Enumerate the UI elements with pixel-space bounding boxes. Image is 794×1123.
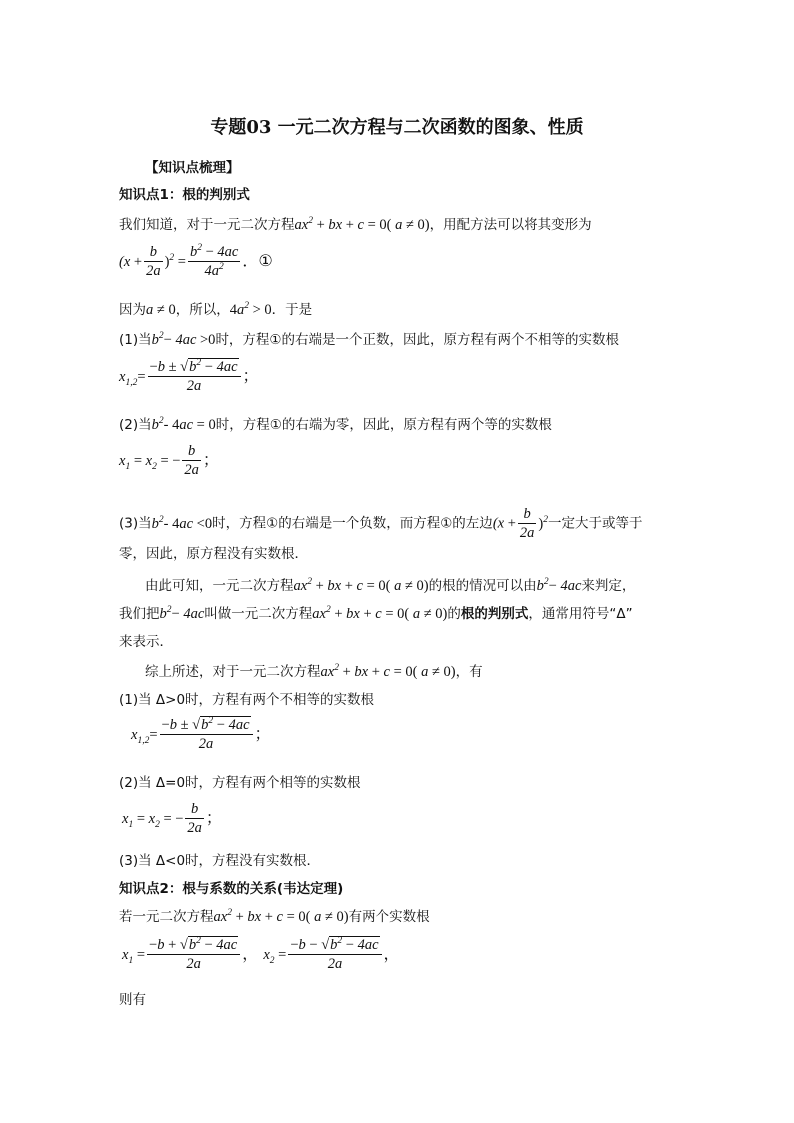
text: ．于是 xyxy=(271,302,313,318)
text: 由此可知，一元二次方程 xyxy=(145,578,294,594)
discriminant-term: 根的判别式 xyxy=(460,606,529,622)
completed-square-equation: (x + $\frac{b}{2a}$ )$^2$ = $\frac{b^2 - 4ac}{4a^2}$ ．① xyxy=(119,243,273,279)
text: 我们把 xyxy=(119,606,160,622)
kp1-title: 知识点1：根的判别式 xyxy=(119,187,250,203)
page-title: 专题03 一元二次方程与二次函数的图象、性质 xyxy=(210,117,584,138)
text: 时，方程①的右端是一个负数，而方程①的左边 xyxy=(212,515,493,532)
kp1-summary-line1: 由此可知，一元二次方程$ax^2$ + bx + c = 0( a ≠ 0)的根的情况可以由$b^2- 4ac$来判定， xyxy=(145,577,636,594)
kp1-case2: (2)当$b^2-$ 4ac = 0时，方程①的右端为零，因此，原方程有两个等的实数根 xyxy=(119,416,552,433)
text: 我们知道，对于一元二次方程 xyxy=(119,217,295,233)
delta-equal-root: $x_1 = x_2$ = − $\frac{b}{2a}$ ； xyxy=(122,801,222,836)
text: 的 xyxy=(447,606,461,622)
kp2-intro: 若一元二次方程$ax^2$ + bx + c = 0( a ≠ 0)有两个实数根 xyxy=(119,908,430,925)
text: (2)当 xyxy=(119,417,152,433)
text: 因为 xyxy=(119,302,146,318)
text: (3)当 xyxy=(119,515,152,532)
kp2-then: 则有 xyxy=(119,992,146,1008)
kp1-case3-cont: 零，因此，原方程没有实数根． xyxy=(119,546,308,562)
text: 的根的情况可以由 xyxy=(428,578,537,594)
kp1-summary-line2: 我们把$b^2- 4ac$叫做一元二次方程$ax^2$ + bx + c = 0( a ≠ 0)的根的判别式，通常用符号“Δ” xyxy=(119,605,633,622)
text: 一定大于或等于 xyxy=(547,515,643,532)
equation-marker: ．① xyxy=(242,251,273,270)
kp1-case1: (1)当$b^2- 4ac >0$时，方程①的右端是一个正数，因此，原方程有两个不相等的实数根 xyxy=(119,331,620,348)
text: ，所以， xyxy=(175,302,230,318)
vieta-roots: $x_1$ = $\frac{-b + √b^2 - 4ac}{2a}$ ， $x_2$ = $\frac{-b - √b^2 - 4ac}{2a}$ ， xyxy=(122,936,400,972)
text: 来判定， xyxy=(581,578,636,594)
kp1-since: 因为a ≠ 0，所以，$4a^2 > 0$．于是 xyxy=(119,301,313,318)
text: 有两个实数根 xyxy=(348,909,430,925)
delta-case3: (3)当 Δ<0时，方程没有实数根． xyxy=(119,853,321,869)
quadratic-equation: $ax^2$ + bx + c = 0( a ≠ 0) xyxy=(294,216,430,233)
kp1-intro xyxy=(119,215,592,235)
text: 叫做一元二次方程 xyxy=(204,606,313,622)
text: 综上所述，对于一元二次方程 xyxy=(145,664,321,680)
kp2-title: 知识点2：根与系数的关系(韦达定理) xyxy=(119,881,344,897)
delta-case1: (1)当 Δ>0时，方程有两个不相等的实数根 xyxy=(119,692,375,708)
kp1-summary-line3: 来表示． xyxy=(119,634,173,650)
text: ，用配方法可以将其变形为 xyxy=(429,217,592,233)
delta-case2: (2)当 Δ=0时，方程有两个相等的实数根 xyxy=(119,775,361,791)
text: 若一元二次方程 xyxy=(119,909,214,925)
kp1-conclusion: 综上所述，对于一元二次方程$ax^2$ + bx + c = 0( a ≠ 0)，有 xyxy=(145,663,483,680)
delta-root-formula: $x_{1,2}=$ $\frac{-b \pm √b^2 - 4ac}{2a}$ ； xyxy=(131,716,271,752)
text: (1)当 xyxy=(119,332,152,348)
text: 时，方程①的右端是一个正数，因此，原方程有两个不相等的实数根 xyxy=(215,332,620,348)
section-heading: 【知识点梳理】 xyxy=(145,160,240,176)
root-formula-distinct: $x_{1,2}=$ $\frac{-b \pm √b^2 - 4ac}{2a}$ ； xyxy=(119,358,259,394)
root-formula-equal: $x_1 = x_2$ = − $\frac{b}{2a}$ ； xyxy=(119,443,219,478)
text: ，有 xyxy=(455,664,483,680)
text: ，通常用符号“Δ” xyxy=(528,606,633,622)
kp1-case3: (3)当$b^2-$ 4ac <0时，方程①的右端是一个负数，而方程①的左边(x + $\frac{b}{2a}$ )$^2$一定大于或等于 xyxy=(119,506,643,541)
text: 时，方程①的右端为零，因此，原方程有两个等的实数根 xyxy=(215,417,552,433)
